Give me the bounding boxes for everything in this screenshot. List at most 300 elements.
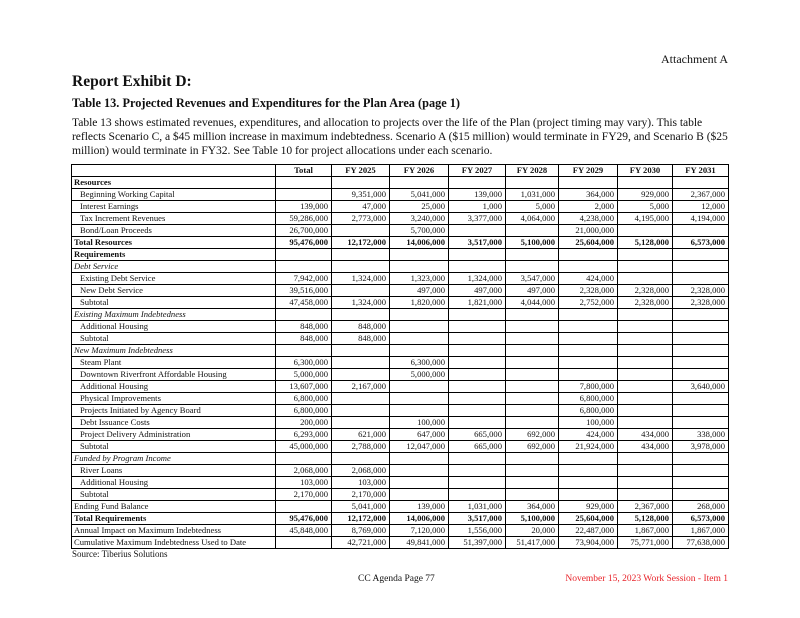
cell-value: [506, 249, 559, 261]
row-label: Bond/Loan Proceeds: [72, 225, 276, 237]
cell-value: 5,100,000: [506, 513, 559, 525]
cell-value: 6,300,000: [390, 357, 449, 369]
row-label: Physical Improvements: [72, 393, 276, 405]
table-row: [72, 177, 729, 189]
column-header: FY 2026: [390, 165, 449, 177]
cell-value: [390, 345, 449, 357]
cell-value: 47,000: [332, 201, 390, 213]
cell-value: 5,000,000: [390, 369, 449, 381]
cell-value: [506, 357, 559, 369]
cell-value: [449, 333, 506, 345]
cell-value: [390, 309, 449, 321]
table-row: [72, 525, 729, 537]
row-label: Downtown Riverfront Affordable Housing: [72, 369, 276, 381]
cell-value: 12,000: [673, 201, 729, 213]
cell-value: [673, 321, 729, 333]
cell-value: 2,773,000: [332, 213, 390, 225]
cell-value: 6,800,000: [276, 393, 332, 405]
cell-value: [332, 393, 390, 405]
cell-value: 95,476,000: [276, 513, 332, 525]
cell-value: 77,638,000: [673, 537, 729, 549]
cell-value: [673, 249, 729, 261]
column-header: FY 2029: [559, 165, 618, 177]
cell-value: [276, 501, 332, 513]
column-header: FY 2025: [332, 165, 390, 177]
cell-value: 95,476,000: [276, 237, 332, 249]
cell-value: [559, 453, 618, 465]
table-row: [72, 237, 729, 249]
cell-value: [559, 309, 618, 321]
row-label: Total Resources: [72, 237, 276, 249]
cell-value: 21,000,000: [559, 225, 618, 237]
cell-value: 5,000: [506, 201, 559, 213]
cell-value: [332, 261, 390, 273]
cell-value: 647,000: [390, 429, 449, 441]
cell-value: 139,000: [390, 501, 449, 513]
cell-value: 2,367,000: [618, 501, 673, 513]
cell-value: [559, 333, 618, 345]
source-note: Source: Tiberius Solutions: [72, 549, 168, 559]
table-row: [72, 273, 729, 285]
table-row: [72, 261, 729, 273]
cell-value: [449, 357, 506, 369]
cell-value: 497,000: [449, 285, 506, 297]
cell-value: [673, 357, 729, 369]
cell-value: [506, 309, 559, 321]
cell-value: 1,867,000: [618, 525, 673, 537]
row-label: Total Requirements: [72, 513, 276, 525]
cell-value: [449, 177, 506, 189]
cell-value: [390, 465, 449, 477]
cell-value: [506, 261, 559, 273]
cell-value: 2,328,000: [618, 297, 673, 309]
table-row: [72, 189, 729, 201]
cell-value: [506, 345, 559, 357]
cell-value: 5,041,000: [390, 189, 449, 201]
cell-value: 5,128,000: [618, 237, 673, 249]
cell-value: [673, 333, 729, 345]
table-row: [72, 489, 729, 501]
cell-value: 2,328,000: [673, 285, 729, 297]
cell-value: [276, 249, 332, 261]
row-label: Existing Debt Service: [72, 273, 276, 285]
cell-value: 1,867,000: [673, 525, 729, 537]
cell-value: [618, 321, 673, 333]
cell-value: [618, 309, 673, 321]
cell-value: [449, 225, 506, 237]
cell-value: 7,942,000: [276, 273, 332, 285]
cell-value: 848,000: [332, 321, 390, 333]
cell-value: [673, 453, 729, 465]
column-header-label: [72, 165, 276, 177]
cell-value: [506, 453, 559, 465]
cell-value: [559, 489, 618, 501]
cell-value: 6,800,000: [559, 393, 618, 405]
cell-value: 8,769,000: [332, 525, 390, 537]
cell-value: [506, 489, 559, 501]
cell-value: 665,000: [449, 429, 506, 441]
table-row: [72, 333, 729, 345]
cell-value: [506, 393, 559, 405]
cell-value: [449, 345, 506, 357]
cell-value: [390, 393, 449, 405]
table-row: [72, 513, 729, 525]
row-label: New Debt Service: [72, 285, 276, 297]
cell-value: [618, 453, 673, 465]
cell-value: [673, 369, 729, 381]
cell-value: [276, 309, 332, 321]
footer-session-label: November 15, 2023 Work Session - Item 1: [565, 574, 728, 584]
row-label: Projects Initiated by Agency Board: [72, 405, 276, 417]
cell-value: [506, 177, 559, 189]
cell-value: [559, 369, 618, 381]
cell-value: 103,000: [276, 477, 332, 489]
column-header: FY 2031: [673, 165, 729, 177]
cell-value: 42,721,000: [332, 537, 390, 549]
cell-value: [276, 177, 332, 189]
cell-value: [506, 333, 559, 345]
table-row: [72, 429, 729, 441]
cell-value: 73,904,000: [559, 537, 618, 549]
cell-value: 2,788,000: [332, 441, 390, 453]
cell-value: 2,328,000: [618, 285, 673, 297]
cell-value: 139,000: [449, 189, 506, 201]
footer-page-number: CC Agenda Page 77: [358, 574, 435, 584]
cell-value: [276, 189, 332, 201]
cell-value: 6,293,000: [276, 429, 332, 441]
row-label: Annual Impact on Maximum Indebtedness: [72, 525, 276, 537]
cell-value: 4,238,000: [559, 213, 618, 225]
cell-value: [618, 405, 673, 417]
table-row: [72, 465, 729, 477]
cell-value: 2,367,000: [673, 189, 729, 201]
cell-value: 848,000: [276, 321, 332, 333]
cell-value: 100,000: [390, 417, 449, 429]
cell-value: 424,000: [559, 273, 618, 285]
cell-value: 6,800,000: [276, 405, 332, 417]
cell-value: [390, 333, 449, 345]
row-label: Ending Fund Balance: [72, 501, 276, 513]
cell-value: [618, 369, 673, 381]
row-label: Additional Housing: [72, 381, 276, 393]
cell-value: 1,556,000: [449, 525, 506, 537]
cell-value: [673, 393, 729, 405]
cell-value: [332, 345, 390, 357]
cell-value: 3,517,000: [449, 237, 506, 249]
cell-value: [332, 309, 390, 321]
cell-value: [673, 477, 729, 489]
row-label: Subtotal: [72, 333, 276, 345]
cell-value: [673, 489, 729, 501]
table-row: [72, 393, 729, 405]
row-label: Beginning Working Capital: [72, 189, 276, 201]
cell-value: [449, 453, 506, 465]
cell-value: 5,041,000: [332, 501, 390, 513]
table-row: [72, 441, 729, 453]
table-body: [72, 177, 729, 549]
cell-value: 848,000: [332, 333, 390, 345]
cell-value: 6,800,000: [559, 405, 618, 417]
cell-value: [449, 321, 506, 333]
cell-value: [332, 249, 390, 261]
cell-value: [506, 381, 559, 393]
row-label: New Maximum Indebtedness: [72, 345, 276, 357]
cell-value: 4,044,000: [506, 297, 559, 309]
cell-value: [618, 345, 673, 357]
row-label: Interest Earnings: [72, 201, 276, 213]
cell-value: [449, 393, 506, 405]
cell-value: [390, 453, 449, 465]
cell-value: 1,324,000: [449, 273, 506, 285]
cell-value: 12,047,000: [390, 441, 449, 453]
row-label: Existing Maximum Indebtedness: [72, 309, 276, 321]
cell-value: [276, 537, 332, 549]
cell-value: [618, 477, 673, 489]
table-row: [72, 381, 729, 393]
cell-value: 1,323,000: [390, 273, 449, 285]
cell-value: [673, 309, 729, 321]
table-row: [72, 369, 729, 381]
cell-value: [673, 273, 729, 285]
cell-value: [673, 465, 729, 477]
cell-value: [506, 321, 559, 333]
cell-value: 1,821,000: [449, 297, 506, 309]
cell-value: [390, 489, 449, 501]
cell-value: [449, 465, 506, 477]
column-header: FY 2027: [449, 165, 506, 177]
column-header: FY 2030: [618, 165, 673, 177]
table-row: [72, 321, 729, 333]
cell-value: [618, 225, 673, 237]
cell-value: 12,172,000: [332, 513, 390, 525]
table-row: [72, 309, 729, 321]
cell-value: [618, 249, 673, 261]
cell-value: 692,000: [506, 429, 559, 441]
cell-value: [559, 465, 618, 477]
table-row: [72, 285, 729, 297]
row-label: Debt Service: [72, 261, 276, 273]
cell-value: 12,172,000: [332, 237, 390, 249]
row-label: Debt Issuance Costs: [72, 417, 276, 429]
table-row: [72, 297, 729, 309]
cell-value: 692,000: [506, 441, 559, 453]
cell-value: [449, 417, 506, 429]
cell-value: [673, 417, 729, 429]
cell-value: [449, 249, 506, 261]
row-label: Resources: [72, 177, 276, 189]
cell-value: [673, 405, 729, 417]
row-label: Steam Plant: [72, 357, 276, 369]
cell-value: 49,841,000: [390, 537, 449, 549]
cell-value: 6,573,000: [673, 513, 729, 525]
cell-value: 13,607,000: [276, 381, 332, 393]
row-label: Subtotal: [72, 297, 276, 309]
cell-value: 338,000: [673, 429, 729, 441]
cell-value: 3,240,000: [390, 213, 449, 225]
cell-value: 2,167,000: [332, 381, 390, 393]
cell-value: [559, 345, 618, 357]
cell-value: [506, 417, 559, 429]
cell-value: [618, 177, 673, 189]
cell-value: [673, 345, 729, 357]
cell-value: [618, 417, 673, 429]
table-header-row: [72, 165, 729, 177]
table-row: [72, 417, 729, 429]
table-row: [72, 357, 729, 369]
cell-value: 26,700,000: [276, 225, 332, 237]
cell-value: [618, 333, 673, 345]
cell-value: 2,000: [559, 201, 618, 213]
cell-value: 51,417,000: [506, 537, 559, 549]
cell-value: [559, 321, 618, 333]
cell-value: 3,640,000: [673, 381, 729, 393]
cell-value: [618, 393, 673, 405]
cell-value: 39,516,000: [276, 285, 332, 297]
cell-value: 621,000: [332, 429, 390, 441]
cell-value: 14,006,000: [390, 237, 449, 249]
table-row: [72, 453, 729, 465]
cell-value: 2,752,000: [559, 297, 618, 309]
cell-value: [618, 261, 673, 273]
cell-value: 2,068,000: [276, 465, 332, 477]
table-row: [72, 201, 729, 213]
cell-value: [506, 405, 559, 417]
financial-table: [71, 164, 729, 549]
cell-value: 139,000: [276, 201, 332, 213]
cell-value: [332, 369, 390, 381]
cell-value: 4,195,000: [618, 213, 673, 225]
cell-value: [449, 261, 506, 273]
cell-value: [506, 465, 559, 477]
cell-value: 497,000: [506, 285, 559, 297]
row-label: Cumulative Maximum Indebtedness Used to Date: [72, 537, 276, 549]
cell-value: 100,000: [559, 417, 618, 429]
cell-value: [618, 381, 673, 393]
table-row: [72, 213, 729, 225]
cell-value: 2,170,000: [332, 489, 390, 501]
cell-value: 1,000: [449, 201, 506, 213]
cell-value: [559, 357, 618, 369]
cell-value: [618, 465, 673, 477]
cell-value: 2,328,000: [673, 297, 729, 309]
cell-value: 1,324,000: [332, 297, 390, 309]
cell-value: 7,800,000: [559, 381, 618, 393]
cell-value: 14,006,000: [390, 513, 449, 525]
cell-value: [332, 417, 390, 429]
cell-value: 200,000: [276, 417, 332, 429]
cell-value: 2,170,000: [276, 489, 332, 501]
cell-value: [332, 177, 390, 189]
cell-value: [506, 477, 559, 489]
cell-value: [390, 261, 449, 273]
table-row: [72, 477, 729, 489]
column-header: FY 2028: [506, 165, 559, 177]
cell-value: 3,978,000: [673, 441, 729, 453]
cell-value: [390, 405, 449, 417]
cell-value: [618, 489, 673, 501]
cell-value: 364,000: [559, 189, 618, 201]
cell-value: 7,120,000: [390, 525, 449, 537]
cell-value: 75,771,000: [618, 537, 673, 549]
row-label: River Loans: [72, 465, 276, 477]
cell-value: 45,848,000: [276, 525, 332, 537]
cell-value: 6,573,000: [673, 237, 729, 249]
cell-value: 47,458,000: [276, 297, 332, 309]
cell-value: 268,000: [673, 501, 729, 513]
table-row: [72, 405, 729, 417]
cell-value: 103,000: [332, 477, 390, 489]
cell-value: [559, 477, 618, 489]
cell-value: [332, 357, 390, 369]
cell-value: 20,000: [506, 525, 559, 537]
cell-value: 45,000,000: [276, 441, 332, 453]
table-row: [72, 345, 729, 357]
cell-value: [618, 357, 673, 369]
row-label: Project Delivery Administration: [72, 429, 276, 441]
cell-value: 25,604,000: [559, 513, 618, 525]
cell-value: 848,000: [276, 333, 332, 345]
cell-value: [673, 177, 729, 189]
cell-value: 2,068,000: [332, 465, 390, 477]
row-label: Funded by Program Income: [72, 453, 276, 465]
cell-value: 497,000: [390, 285, 449, 297]
cell-value: [449, 489, 506, 501]
cell-value: 3,547,000: [506, 273, 559, 285]
cell-value: 1,031,000: [449, 501, 506, 513]
cell-value: [390, 321, 449, 333]
cell-value: 6,300,000: [276, 357, 332, 369]
cell-value: [332, 453, 390, 465]
cell-value: [449, 381, 506, 393]
cell-value: 929,000: [618, 189, 673, 201]
cell-value: 929,000: [559, 501, 618, 513]
cell-value: 5,128,000: [618, 513, 673, 525]
cell-value: [449, 405, 506, 417]
cell-value: [449, 369, 506, 381]
cell-value: 4,194,000: [673, 213, 729, 225]
row-label: Additional Housing: [72, 321, 276, 333]
cell-value: 434,000: [618, 441, 673, 453]
table-row: [72, 537, 729, 549]
cell-value: 1,820,000: [390, 297, 449, 309]
cell-value: [673, 225, 729, 237]
cell-value: [449, 309, 506, 321]
cell-value: [390, 177, 449, 189]
cell-value: 25,000: [390, 201, 449, 213]
cell-value: 3,377,000: [449, 213, 506, 225]
row-label: Subtotal: [72, 441, 276, 453]
cell-value: [276, 345, 332, 357]
cell-value: [506, 225, 559, 237]
cell-value: 25,604,000: [559, 237, 618, 249]
exhibit-title: Report Exhibit D:: [72, 73, 192, 90]
cell-value: [276, 261, 332, 273]
table-row: [72, 249, 729, 261]
attachment-label: Attachment A: [661, 52, 728, 66]
cell-value: [618, 273, 673, 285]
cell-value: [559, 177, 618, 189]
cell-value: [559, 249, 618, 261]
cell-value: 5,100,000: [506, 237, 559, 249]
row-label: Additional Housing: [72, 477, 276, 489]
cell-value: [559, 261, 618, 273]
cell-value: [506, 369, 559, 381]
cell-value: [332, 405, 390, 417]
cell-value: 51,397,000: [449, 537, 506, 549]
cell-value: 1,031,000: [506, 189, 559, 201]
cell-value: 21,924,000: [559, 441, 618, 453]
cell-value: 5,700,000: [390, 225, 449, 237]
